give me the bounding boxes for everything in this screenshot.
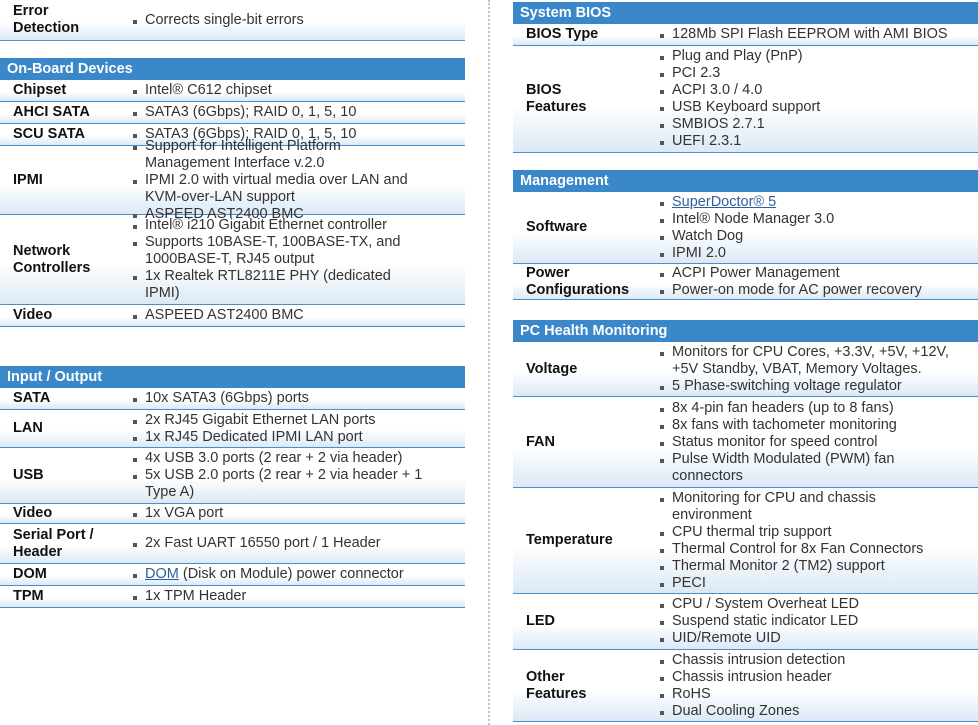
spec-row-bios-type xyxy=(513,24,978,46)
spec-row-voltage xyxy=(513,342,978,397)
spec-item xyxy=(131,390,465,407)
spec-item xyxy=(131,412,465,429)
spec-item-line: SATA3 (6Gbps); RAID 0, 1, 5, 10 xyxy=(145,126,357,142)
row-label-line: DOM xyxy=(13,566,47,582)
spec-item-line: Power-on mode for AC power recovery xyxy=(672,281,922,298)
spec-row-video xyxy=(0,305,465,327)
spec-item xyxy=(658,400,978,417)
spec-item-line: 5 Phase-switching voltage regulator xyxy=(672,377,902,394)
row-label xyxy=(513,361,658,378)
spec-list xyxy=(658,400,978,485)
column-divider xyxy=(488,0,490,725)
spec-item-line: Suspend static indicator LED xyxy=(672,613,859,629)
spec-item xyxy=(131,450,465,467)
row-label xyxy=(0,588,131,605)
row-label-line: SCU SATA xyxy=(13,126,85,142)
row-label-line: AHCI SATA xyxy=(13,104,90,120)
dom-description: (Disk on Module) power connector xyxy=(178,566,404,582)
spec-item-line: 1x Realtek RTL8211E PHY (dedicated xyxy=(145,268,391,284)
spec-item-line: ACPI 3.0 / 4.0 xyxy=(672,82,763,98)
spec-item xyxy=(658,490,978,524)
spec-item xyxy=(658,417,978,434)
spec-item-line: IPMI) xyxy=(145,285,180,301)
spec-item xyxy=(658,133,978,150)
row-label xyxy=(0,307,131,324)
spec-item xyxy=(131,307,465,324)
spec-item xyxy=(658,630,978,647)
spec-item-line: IPMI 2.0 xyxy=(672,244,726,261)
spec-item-line: Dual Cooling Zones xyxy=(672,702,800,719)
right-spec-column xyxy=(513,0,978,725)
spec-item-line: KVM-over-LAN support xyxy=(145,188,295,205)
spec-list xyxy=(131,450,465,501)
spec-item-line: UEFI 2.3.1 xyxy=(672,133,742,149)
system-bios-section xyxy=(513,2,978,153)
row-label-line: Configurations xyxy=(526,281,630,298)
row-label-line: Header xyxy=(13,543,63,560)
row-label-line: TPM xyxy=(13,588,44,604)
row-label-line: Controllers xyxy=(13,259,91,276)
spec-item xyxy=(131,467,465,501)
spec-item-line: Supports 10BASE-T, 100BASE-TX, and xyxy=(145,234,401,250)
row-label-line: BIOS Type xyxy=(526,26,599,42)
spec-item-line: Support for Intelligent Platform xyxy=(145,137,341,154)
spec-item-line: Chassis intrusion detection xyxy=(672,651,846,668)
spec-item-line: UID/Remote UID xyxy=(672,630,781,646)
spec-item-line: Status monitor for speed control xyxy=(672,433,878,450)
row-label-line: USB xyxy=(13,467,44,483)
spec-item-line: PECI xyxy=(672,574,706,591)
pc-health-section xyxy=(513,320,978,722)
row-label-line: Chipset xyxy=(13,82,67,98)
spec-item xyxy=(658,669,978,686)
spec-item-line: 8x fans with tachometer monitoring xyxy=(672,416,897,433)
memory-section-tail xyxy=(0,0,465,41)
row-label-line: IPMI xyxy=(13,171,43,188)
spec-item xyxy=(658,228,978,245)
spec-item-line: Intel® C612 chipset xyxy=(145,82,272,98)
spec-item-line: Corrects single-bit errors xyxy=(145,11,304,28)
spec-row-serial-port-header xyxy=(0,524,465,564)
spec-list xyxy=(658,490,978,592)
spec-item-line: IPMI 2.0 with virtual media over LAN and xyxy=(145,171,408,188)
row-label xyxy=(0,527,131,561)
row-label xyxy=(0,390,131,407)
spec-row-fan xyxy=(513,397,978,488)
row-label xyxy=(0,420,131,437)
spec-item xyxy=(131,566,465,583)
spec-item-line: Intel® i210 Gigabit Ethernet controller xyxy=(145,217,388,233)
spec-item xyxy=(658,686,978,703)
onboard-devices-section xyxy=(0,58,465,327)
spec-item-line: 1x TPM Header xyxy=(145,588,247,604)
spec-item xyxy=(658,48,978,65)
spec-item-line: Monitors for CPU Cores, +3.3V, +5V, +12V, xyxy=(672,343,949,360)
input-output-section xyxy=(0,366,465,608)
spec-row-other-features xyxy=(513,650,978,722)
spec-list xyxy=(131,138,465,223)
spec-row-network-controllers xyxy=(0,215,465,305)
spec-item-line: 10x SATA3 (6Gbps) ports xyxy=(145,390,309,406)
spec-item xyxy=(658,245,978,262)
spec-item xyxy=(658,541,978,558)
spec-item-line: Management Interface v.2.0 xyxy=(145,154,325,171)
spec-item xyxy=(658,26,978,43)
superdoctor-link[interactable]: SuperDoctor® 5 xyxy=(672,193,777,210)
spec-item xyxy=(658,265,978,282)
spec-row-error-detection xyxy=(0,0,465,41)
spec-item xyxy=(131,82,465,99)
row-label-line: Software xyxy=(526,219,588,235)
spec-list xyxy=(131,505,465,522)
section-title: PC Health Monitoring xyxy=(513,320,978,342)
row-label xyxy=(0,82,131,99)
spec-list xyxy=(131,566,465,583)
spec-item xyxy=(131,104,465,121)
spec-list xyxy=(131,588,465,605)
row-label xyxy=(513,82,658,116)
spec-item-line: CPU thermal trip support xyxy=(672,523,832,540)
spec-item-line: 1x VGA port xyxy=(145,505,224,521)
spec-item xyxy=(658,524,978,541)
row-label-line: FAN xyxy=(526,433,555,450)
row-label xyxy=(513,532,658,549)
row-label xyxy=(0,3,131,37)
row-label xyxy=(0,566,131,583)
row-label-line: Features xyxy=(526,99,587,115)
spec-item xyxy=(658,211,978,228)
spec-item-line: Type A) xyxy=(145,484,195,500)
spec-item-line: 2x Fast UART 16550 port / 1 Header xyxy=(145,535,381,551)
spec-list xyxy=(131,12,465,29)
spec-item xyxy=(658,558,978,575)
spec-item xyxy=(131,429,465,446)
spec-row-chipset xyxy=(0,80,465,102)
spec-item xyxy=(658,652,978,669)
spec-item-line: ASPEED AST2400 BMC xyxy=(145,307,304,323)
spec-item xyxy=(658,82,978,99)
spec-row-ipmi xyxy=(0,137,465,222)
spec-item xyxy=(658,282,978,299)
row-label-line: LAN xyxy=(13,420,43,436)
spec-list xyxy=(131,307,465,324)
spec-list xyxy=(658,48,978,150)
section-title: Input / Output xyxy=(0,366,465,388)
spec-item-line: Thermal Control for 8x Fan Connectors xyxy=(672,540,924,557)
spec-item-line: 5x USB 2.0 ports (2 rear + 2 via header + 1 xyxy=(145,467,423,483)
spec-item-line: CPU / System Overheat LED xyxy=(672,596,859,612)
spec-list xyxy=(131,535,465,552)
spec-item-line: Intel® Node Manager 3.0 xyxy=(672,210,835,227)
row-label-line: Video xyxy=(13,307,53,323)
spec-item xyxy=(658,451,978,485)
spec-list xyxy=(658,652,978,720)
row-label-line: Error xyxy=(13,3,49,19)
row-label-line: SATA xyxy=(13,390,51,406)
spec-item xyxy=(131,505,465,522)
row-label xyxy=(0,172,131,189)
spec-item-line: Thermal Monitor 2 (TM2) support xyxy=(672,557,885,574)
section-title: System BIOS xyxy=(513,2,978,24)
row-label xyxy=(0,243,131,277)
row-label-line: Temperature xyxy=(526,532,613,548)
row-label xyxy=(0,467,131,484)
spec-list xyxy=(131,104,465,121)
spec-list xyxy=(658,265,978,299)
row-label-line: LED xyxy=(526,613,555,629)
spec-item xyxy=(658,99,978,116)
row-label-line: Serial Port / xyxy=(13,526,94,543)
spec-item xyxy=(658,378,978,395)
row-label xyxy=(513,219,658,236)
spec-item-line: Watch Dog xyxy=(672,227,744,244)
spec-item-line: Plug and Play (PnP) xyxy=(672,48,803,64)
spec-row-dom xyxy=(0,564,465,586)
spec-list xyxy=(131,217,465,302)
spec-row-temperature xyxy=(513,488,978,594)
row-label-line: Video xyxy=(13,505,53,521)
row-label-line: Power xyxy=(526,264,570,281)
management-section xyxy=(513,170,978,300)
row-label xyxy=(513,613,658,630)
spec-item-line: RoHS xyxy=(672,685,711,702)
spec-list xyxy=(131,390,465,407)
spec-item-line: PCI 2.3 xyxy=(672,65,721,81)
spec-item-line: SMBIOS 2.7.1 xyxy=(672,116,765,132)
spec-item-line: ASPEED AST2400 BMC xyxy=(145,205,304,222)
row-label xyxy=(513,26,658,43)
spec-list xyxy=(131,412,465,446)
spec-item xyxy=(658,194,978,211)
spec-row-led xyxy=(513,594,978,650)
spec-row-usb xyxy=(0,448,465,504)
left-spec-column xyxy=(0,0,465,725)
spec-list xyxy=(658,26,978,43)
spec-row-lan xyxy=(0,410,465,448)
row-label xyxy=(513,434,658,451)
dom-link[interactable]: DOM xyxy=(145,566,179,582)
spec-item-line: 128Mb SPI Flash EEPROM with AMI BIOS xyxy=(672,26,948,42)
row-label-line: Voltage xyxy=(526,360,578,377)
spec-list xyxy=(658,194,978,262)
spec-item xyxy=(131,588,465,605)
section-title: Management xyxy=(513,170,978,192)
spec-item-line: environment xyxy=(672,506,752,523)
spec-item xyxy=(131,234,465,268)
spec-row-bios-features xyxy=(513,46,978,153)
spec-item xyxy=(658,344,978,378)
spec-list xyxy=(131,82,465,99)
spec-item xyxy=(131,12,465,29)
spec-item xyxy=(658,116,978,133)
row-label xyxy=(513,669,658,703)
spec-item-line: SATA3 (6Gbps); RAID 0, 1, 5, 10 xyxy=(145,104,357,120)
section-title: On-Board Devices xyxy=(0,58,465,80)
spec-item xyxy=(131,172,465,206)
row-label xyxy=(0,104,131,121)
spec-item-line: 8x 4-pin fan headers (up to 8 fans) xyxy=(672,399,894,416)
spec-item xyxy=(658,575,978,592)
spec-list xyxy=(658,596,978,647)
spec-item xyxy=(658,434,978,451)
spec-item-line: 2x RJ45 Gigabit Ethernet LAN ports xyxy=(145,411,376,428)
spec-row-sata xyxy=(0,388,465,410)
spec-item xyxy=(658,703,978,720)
spec-item-line: Chassis intrusion header xyxy=(672,668,832,685)
row-label xyxy=(0,505,131,522)
spec-row-tpm xyxy=(0,586,465,608)
spec-item-line: 1000BASE-T, RJ45 output xyxy=(145,251,315,267)
row-label-line: Network xyxy=(13,242,71,259)
spec-item xyxy=(658,65,978,82)
spec-item-line: connectors xyxy=(672,467,743,484)
spec-item-line: Pulse Width Modulated (PWM) fan xyxy=(672,450,895,467)
row-label xyxy=(0,126,131,143)
row-label xyxy=(513,265,658,299)
row-label-line: Features xyxy=(526,685,587,702)
spec-list xyxy=(658,344,978,395)
spec-item xyxy=(131,535,465,552)
spec-item-line: 1x RJ45 Dedicated IPMI LAN port xyxy=(145,428,363,445)
spec-row-ahci-sata xyxy=(0,102,465,124)
row-label-line: Detection xyxy=(13,20,80,36)
spec-item-line: +5V Standby, VBAT, Memory Voltages. xyxy=(672,360,922,377)
row-label-line: Other xyxy=(526,668,565,685)
spec-item xyxy=(131,268,465,302)
spec-row-software xyxy=(513,192,978,264)
spec-item-line: Monitoring for CPU and chassis xyxy=(672,489,876,506)
row-label-line: BIOS xyxy=(526,82,562,98)
spec-item xyxy=(658,613,978,630)
spec-row-power-configurations xyxy=(513,264,978,300)
spec-item-line: ACPI Power Management xyxy=(672,264,840,281)
spec-item xyxy=(658,596,978,613)
spec-item-line: USB Keyboard support xyxy=(672,99,821,115)
spec-item xyxy=(131,217,465,234)
spec-row-video xyxy=(0,504,465,524)
spec-item xyxy=(131,138,465,172)
spec-item-line: 4x USB 3.0 ports (2 rear + 2 via header) xyxy=(145,450,403,466)
